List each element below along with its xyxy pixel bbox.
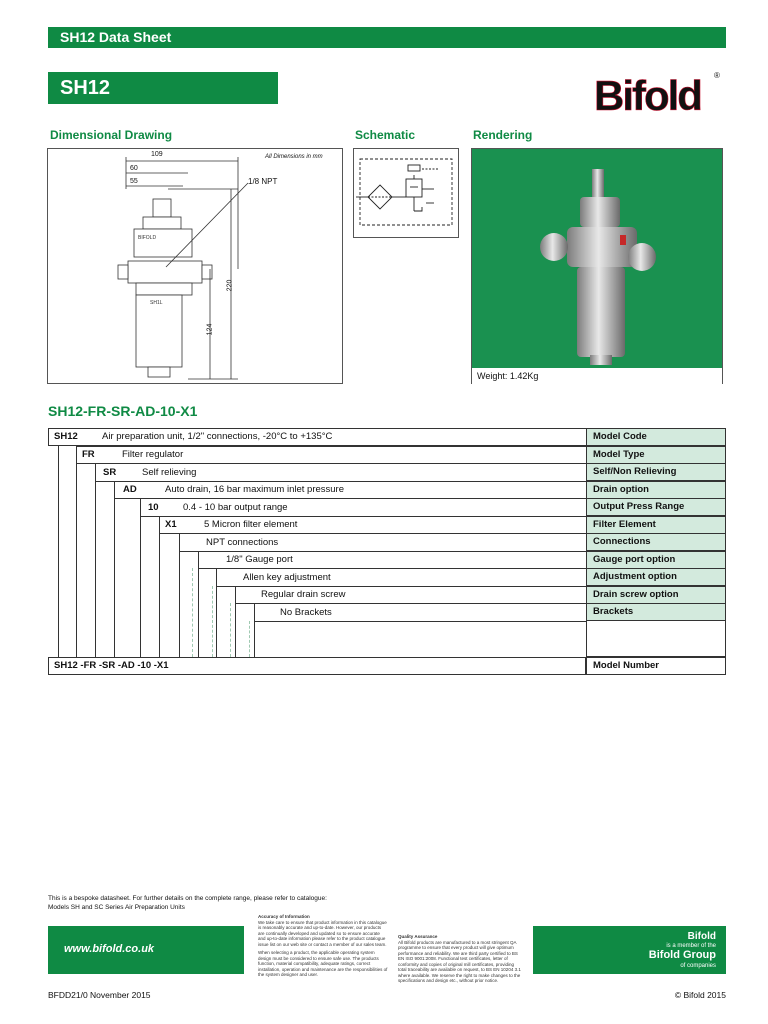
dimensions-note: All Dimensions in mm [265, 154, 323, 160]
quality-info: Quality Assurance All Bifold products are manufactured to a most stringent QA programme to ensure that every product will give optimum performance and reliability. We are third party certified to BS EN ISO 9001:2008. Functional test certificates, letter of conformity and copies of original mill certificates, providing total traceability are available on request, to BS EN 10204 3.1 where available. We reserve the right to make changes to the specifications and design etc., without prior notice. [398, 934, 521, 983]
label-model-code: Model Code [586, 428, 726, 446]
bifold-logo [590, 68, 726, 118]
desc-x1: 5 Micron filter element [204, 519, 298, 530]
rendering-heading: Rendering [473, 128, 533, 142]
label-brackets: Brackets [586, 603, 726, 621]
schematic-diagram [353, 148, 459, 238]
accuracy-info: Accuracy of Information We take care to ensure that product information in this catalogue is reasonably accurate and up-to-date. However, our products are continually developed and updated so to ensure accurate and up-to-date information please refer to the product catalogue issue list on our web site or contact a member of our sales team. When selecting a product, the applicable operating system design must be considered to ensure safe use. The products function, material compatibility, adequate ratings, correct installation, operation and maintenance are the responsibilities of the system designer and user. [258, 914, 388, 977]
schematic-heading: Schematic [355, 128, 416, 142]
code-10: 10 [148, 502, 159, 513]
desc-brackets: No Brackets [280, 607, 332, 618]
dim-220: 220 [226, 279, 234, 292]
svg-text:SH1L: SH1L [150, 300, 163, 306]
svg-text:BIFOLD: BIFOLD [138, 235, 157, 241]
label-drain-option: Drain option [586, 481, 726, 499]
dim-60: 60 [130, 165, 138, 172]
copyright: © Bifold 2015 [674, 990, 726, 1000]
label-filter-element: Filter Element [586, 516, 726, 534]
desc-connections: NPT connections [206, 537, 279, 548]
model-code-heading: SH12-FR-SR-AD-10-X1 [48, 403, 198, 419]
desc-adjustment: Allen key adjustment [243, 572, 331, 583]
label-model-number: Model Number [586, 657, 726, 675]
desc-fr: Filter regulator [122, 449, 184, 460]
npt-label: 1/8 NPT [248, 177, 278, 186]
desc-ad: Auto drain, 16 bar maximum inlet pressure [165, 484, 344, 495]
desc-drain-screw: Regular drain screw [261, 589, 346, 600]
document-reference: BFDD21/0 November 2015 [48, 990, 151, 1000]
datasheet-title-bar: SH12 Data Sheet [48, 27, 726, 48]
label-model-type: Model Type [586, 446, 726, 464]
group-logo-small: Bifold [687, 931, 716, 942]
label-output-press: Output Press Range [586, 498, 726, 516]
code-sr: SR [103, 467, 117, 478]
desc-10: 0.4 - 10 bar output range [183, 502, 288, 513]
website-banner [48, 926, 244, 974]
dim-55: 55 [130, 178, 138, 185]
product-title: SH12 [48, 72, 278, 104]
desc-sr: Self relieving [142, 467, 197, 478]
code-ad: AD [123, 484, 137, 495]
dimensional-drawing-heading: Dimensional Drawing [50, 128, 173, 142]
rendering-image [471, 148, 723, 384]
bespoke-note: This is a bespoke datasheet. For further details on the complete range, please refer to catalogue: Models SH and SC Series Air Preparation Units [48, 895, 327, 911]
label-adjustment: Adjustment option [586, 568, 726, 586]
code-fr: FR [82, 449, 95, 460]
model-number: SH12 -FR -SR -AD -10 -X1 [54, 660, 169, 671]
code-x1: X1 [165, 519, 177, 530]
group-banner: Bifold is a member of the Bifold Group of companies [533, 926, 726, 974]
label-gauge-port: Gauge port option [586, 551, 726, 569]
dim-109: 109 [151, 151, 163, 158]
svg-text:®: ® [714, 71, 720, 80]
label-drain-screw: Drain screw option [586, 586, 726, 604]
desc-gauge-port: 1/8" Gauge port [226, 554, 293, 565]
logo-text: Bifold [594, 72, 701, 118]
dimensional-drawing [47, 148, 343, 384]
label-relieving: Self/Non Relieving [586, 463, 726, 481]
group-name: Bifold Group [648, 949, 716, 961]
website-link[interactable]: www.bifold.co.uk [64, 943, 155, 955]
label-connections: Connections [586, 533, 726, 551]
code-sh12: SH12 [54, 431, 78, 442]
desc-sh12: Air preparation unit, 1/2" connections, -20°C to +135°C [102, 431, 333, 442]
weight-label: Weight: 1.42Kg [477, 371, 539, 381]
dim-124: 124 [206, 323, 214, 336]
